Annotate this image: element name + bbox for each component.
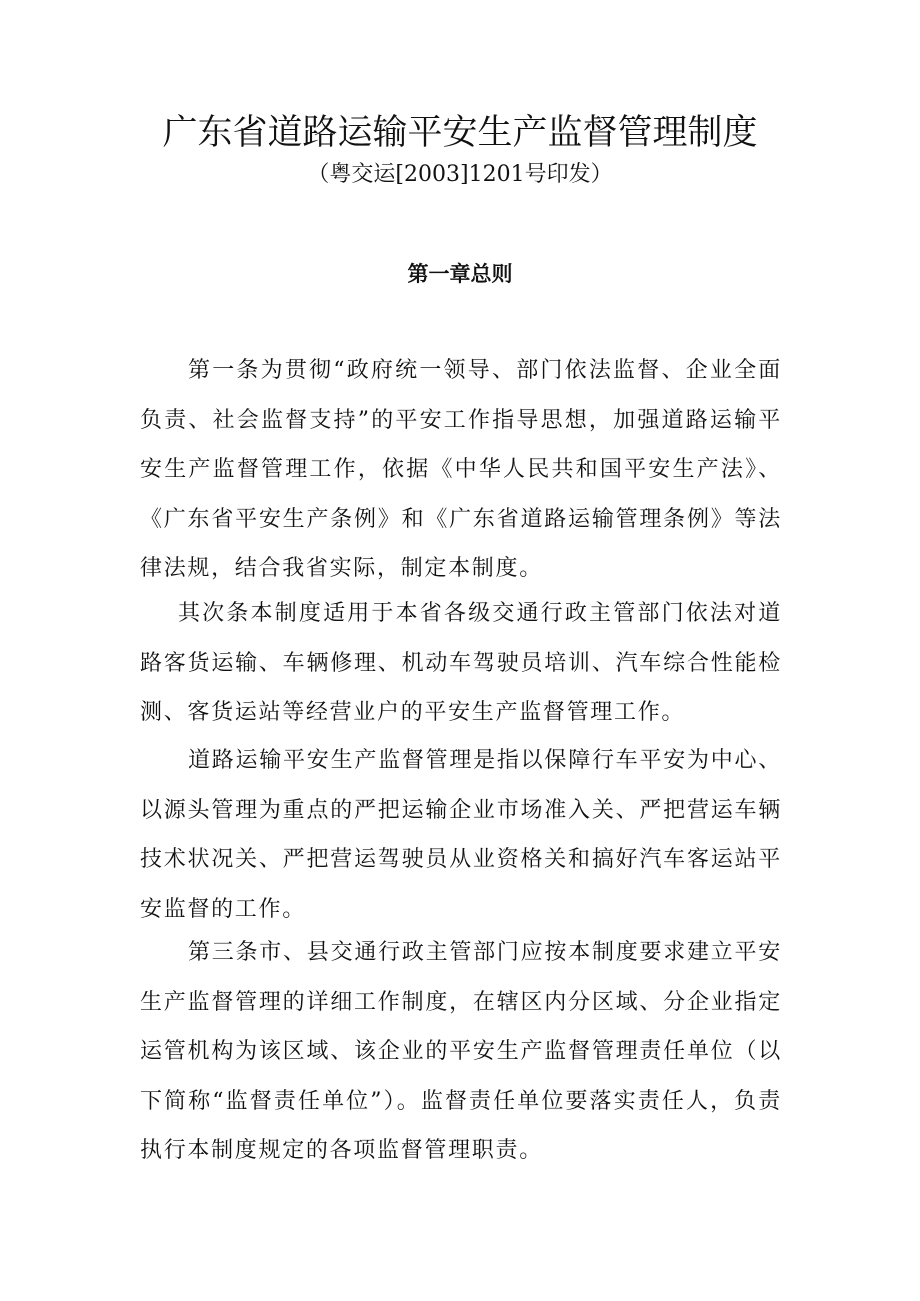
article-1-paragraph: 第一条为贯彻“政府统一领导、部门依法监督、企业全面负责、社会监督支持”的平安工作指导思想，加强道路运输平安生产监督管理工作，依据《中华人民共和国平安生产法》、《广东省平安生产条例》和《广东省道路运输管理条例》等法律法规，结合我省实际，制定本制度。 bbox=[140, 358, 782, 581]
document-title: 广东省道路运输平安生产监督管理制度 bbox=[162, 113, 758, 153]
chapter-heading: 第一章总则 bbox=[407, 261, 513, 286]
article-3-paragraph: 第三条市、县交通行政主管部门应按本制度要求建立平安生产监督管理的详细工作制度，在辖区内分区域、分企业指定运管机构为该区域、该企业的平安生产监督管理责任单位（以下简称“监督责任单位”）。监督责任单位要落实责任人，负责执行本制度规定的各项监督管理职责。 bbox=[140, 940, 782, 1163]
document-subtitle: （粤交运[2003]1201号印发） bbox=[307, 162, 613, 187]
article-2-paragraph: 其次条本制度适用于本省各级交通行政主管部门依法对道路客货运输、车辆修理、机动车驾驶员培训、汽车综合性能检测、客货运站等经营业户的平安生产监督管理工作。 bbox=[140, 601, 782, 725]
article-2-continuation-paragraph: 道路运输平安生产监督管理是指以保障行车平安为中心、以源头管理为重点的严把运输企业市场准入关、严把营运车辆技术状况关、严把营运驾驶员从业资格关和搞好汽车客运站平安监督的工作。 bbox=[140, 748, 782, 922]
